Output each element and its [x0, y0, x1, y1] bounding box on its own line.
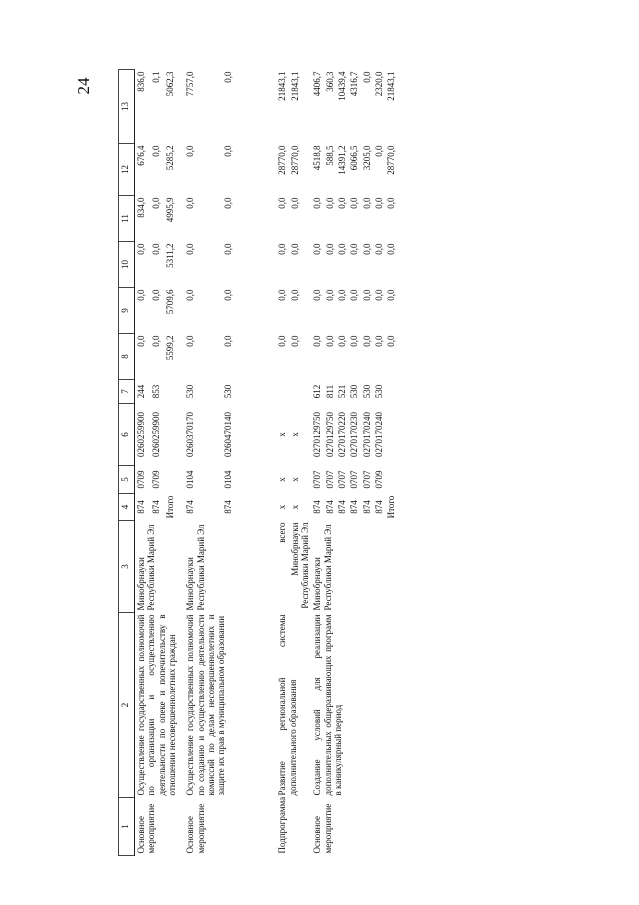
cell-v13: 360,3 — [324, 71, 335, 92]
cell-vr — [385, 380, 397, 404]
page-number: 24 — [74, 77, 93, 95]
section-type: Подпрограмма — [277, 796, 288, 854]
section-name: Осуществление государственных полномочий по организации и осуществлению деятельности по опеке и попечительству в отношении несовершеннолетних граждан — [136, 614, 178, 796]
cell-vr: 612 — [312, 384, 323, 399]
cell-grbs: Итого — [386, 495, 397, 519]
cell-grbs: x — [289, 504, 300, 510]
header-cell: 12 — [119, 144, 135, 196]
cell-rz — [385, 466, 397, 494]
cell-v8: 0,0 — [136, 335, 146, 347]
cell-v9: 0,0 — [312, 289, 323, 301]
cell-csr: 0260370170 — [185, 412, 196, 457]
cell-v9: 0,0 — [136, 289, 146, 301]
cell-v12: 28770,0 — [289, 145, 300, 175]
cell-csr: 0260470140 — [223, 412, 234, 457]
cell-v12: 676,4 — [136, 145, 146, 166]
cell-v13: 5062,3 — [164, 71, 175, 97]
header-cell: 3 — [119, 521, 135, 613]
cell-v11: 0,0 — [374, 197, 385, 209]
cell-v12: 588,5 — [324, 145, 335, 166]
cell-csr: 0270129750 — [324, 412, 335, 457]
cell-v8: 0,0 — [277, 335, 288, 347]
cell-v12: 14391,2 — [337, 145, 348, 175]
section-executor: Минобрнауки Республики Марий Эл — [185, 524, 206, 611]
cell-v9: 0,0 — [337, 289, 348, 301]
cell-grbs: 874 — [361, 500, 372, 514]
cell-rz: 0707 — [361, 470, 372, 489]
cell-vr: 853 — [150, 384, 161, 399]
cell-csr: 0270170240 — [361, 412, 372, 457]
cell-v8: 0,0 — [386, 335, 397, 347]
cell-rz: x — [289, 477, 300, 482]
cell-grbs: 874 — [185, 500, 196, 514]
cell-v11: 0,0 — [312, 197, 323, 209]
section-type: Основное мероприятие — [312, 803, 333, 854]
cell-rz: 0707 — [324, 470, 335, 489]
cell-v8: 0,0 — [324, 335, 335, 347]
cell-rz: 0709 — [150, 470, 161, 489]
cell-v12: 0,0 — [374, 145, 385, 157]
cell-vr — [164, 380, 178, 404]
header-cell: 2 — [119, 613, 135, 798]
cell-v11: 0,0 — [324, 197, 335, 209]
cell-grbs: 874 — [136, 500, 146, 514]
cell-v13: 4406,7 — [312, 71, 323, 97]
cell-v12: 5285,2 — [164, 145, 175, 171]
cell-v13: 21843,1 — [289, 71, 300, 101]
cell-v10: 0,0 — [312, 243, 323, 255]
cell-grbs: Итого — [164, 495, 175, 519]
cell-vr: 521 — [337, 384, 348, 399]
cell-v10: 0,0 — [277, 243, 288, 255]
cell-v8: 0,0 — [223, 335, 234, 347]
cell-grbs: 874 — [150, 500, 161, 514]
cell-v12: 0,0 — [150, 145, 161, 157]
cell-v8: 0,0 — [150, 335, 161, 347]
cell-v9: 0,0 — [289, 289, 300, 301]
cell-v11: 0,0 — [361, 197, 372, 209]
cell-v9: 0,0 — [223, 289, 234, 301]
cell-grbs: 874 — [324, 500, 335, 514]
cell-v13: 10439,4 — [337, 71, 348, 101]
section-name: Создание условий для реализации дополнительных общеразвивающих программ в каникулярный период — [312, 614, 344, 796]
budget-table — [118, 69, 398, 856]
header-cell: 11 — [119, 196, 135, 242]
cell-vr: 530 — [223, 384, 234, 399]
cell-v11: 0,0 — [185, 197, 196, 209]
cell-v9: 5709,6 — [164, 289, 175, 315]
cell-vr: 530 — [349, 384, 360, 399]
cell-v10: 0,0 — [185, 243, 196, 255]
cell-v10: 0,0 — [361, 243, 372, 255]
cell-vr — [289, 380, 312, 404]
cell-csr: 0270170230 — [349, 412, 360, 457]
section-executor: Минобрнауки Республики Марий Эл — [136, 524, 157, 611]
cell-csr: 0260259900 — [136, 412, 146, 457]
cell-v10: 0,0 — [223, 243, 234, 255]
cell-v12: 4518,8 — [312, 145, 323, 171]
cell-grbs: 874 — [223, 500, 234, 514]
header-cell: 8 — [119, 334, 135, 380]
cell-rz: 0707 — [312, 470, 323, 489]
cell-v13: 0,0 — [223, 71, 234, 83]
cell-rz: 0707 — [337, 470, 348, 489]
cell-v10: 0,0 — [150, 243, 161, 255]
cell-v13: 21843,1 — [386, 71, 397, 101]
cell-v13: 0,1 — [150, 71, 161, 83]
cell-grbs: x — [277, 504, 288, 510]
section-name: Осуществление государственных полномочий по созданию и осуществлению деятельности комиссий по делам несовершеннолетних и защите их прав в муниципальном образовании — [185, 614, 227, 796]
cell-vr: 244 — [136, 384, 146, 399]
header-cell: 10 — [119, 242, 135, 288]
cell-v11: 0,0 — [289, 197, 300, 209]
cell-csr — [385, 404, 397, 466]
rotated-page — [118, 70, 528, 856]
cell-v9: 0,0 — [185, 289, 196, 301]
cell-v8: 0,0 — [349, 335, 360, 347]
cell-v11: 4995,9 — [164, 197, 175, 223]
cell-v13: 836,0 — [136, 71, 146, 92]
cell-v10: 0,0 — [289, 243, 300, 255]
cell-v9: 0,0 — [361, 289, 372, 301]
cell-v12: 28770,0 — [277, 145, 288, 175]
cell-vr — [276, 380, 288, 404]
cell-v12: 28770,0 — [386, 145, 397, 175]
header-row — [119, 70, 135, 856]
cell-v9: 0,0 — [386, 289, 397, 301]
cell-v13: 2320,0 — [374, 71, 385, 97]
cell-vr: 530 — [374, 384, 385, 399]
cell-v12: 3205,0 — [361, 145, 372, 171]
cell-v8: 0,0 — [337, 335, 348, 347]
cell-v13: 7757,0 — [185, 71, 196, 97]
cell-rz — [164, 466, 178, 494]
cell-grbs: 874 — [349, 500, 360, 514]
section-executor: Минобрнауки Республики Марий Эл — [289, 522, 311, 609]
cell-grbs: 874 — [374, 500, 385, 514]
cell-v10: 0,0 — [386, 243, 397, 255]
cell-v12: 6066,5 — [349, 145, 360, 171]
cell-v8: 0,0 — [185, 335, 196, 347]
cell-rz: 0709 — [374, 470, 385, 489]
cell-v13: 0,0 — [361, 71, 372, 83]
cell-v9: 0,0 — [324, 289, 335, 301]
header-cell: 13 — [119, 70, 135, 144]
cell-v11: 0,0 — [223, 197, 234, 209]
cell-v10: 0,0 — [136, 243, 146, 255]
section-name: Развитие региональной системы дополнительного образования — [277, 614, 298, 796]
table-row — [276, 70, 288, 856]
cell-v9: 0,0 — [349, 289, 360, 301]
cell-rz: x — [277, 477, 288, 482]
cell-v11: 0,0 — [349, 197, 360, 209]
cell-rz: 0707 — [349, 470, 360, 489]
section-executor: Минобрнауки Республики Марий Эл — [312, 524, 333, 611]
cell-v11: 0,0 — [386, 197, 397, 209]
cell-v8: 5599,2 — [164, 335, 175, 361]
header-cell: 5 — [119, 466, 135, 494]
cell-v11: 0,0 — [337, 197, 348, 209]
cell-v8: 0,0 — [312, 335, 323, 347]
cell-csr — [164, 404, 178, 466]
cell-v8: 0,0 — [374, 335, 385, 347]
cell-csr: 0270170220 — [337, 412, 348, 457]
header-cell: 1 — [119, 798, 135, 856]
cell-rz: 0104 — [185, 470, 196, 489]
section-executor-total: всего — [277, 522, 288, 543]
cell-v10: 0,0 — [349, 243, 360, 255]
cell-rz: 0104 — [223, 470, 234, 489]
cell-v12: 0,0 — [223, 145, 234, 157]
cell-v13: 4316,7 — [349, 71, 360, 97]
cell-v11: 0,0 — [277, 197, 288, 209]
table-row — [311, 70, 323, 856]
cell-csr: 0260259900 — [150, 412, 161, 457]
table-row — [184, 70, 222, 856]
cell-v8: 0,0 — [361, 335, 372, 347]
section-type: Основное мероприятие — [185, 803, 206, 854]
cell-v11: 0,0 — [150, 197, 161, 209]
cell-v12: 0,0 — [185, 145, 196, 157]
cell-v10: 0,0 — [374, 243, 385, 255]
cell-rz: 0709 — [136, 470, 146, 489]
cell-csr: 0270129750 — [312, 412, 323, 457]
section-type: Основное мероприятие — [136, 803, 157, 854]
cell-v11: 834,0 — [136, 197, 146, 218]
cell-v9: 0,0 — [277, 289, 288, 301]
cell-vr: 530 — [361, 384, 372, 399]
cell-v10: 0,0 — [324, 243, 335, 255]
header-cell: 7 — [119, 380, 135, 404]
cell-vr: 530 — [185, 384, 196, 399]
cell-vr: 811 — [324, 384, 335, 399]
cell-v8: 0,0 — [289, 335, 300, 347]
cell-csr: x — [289, 432, 300, 437]
cell-v10: 5311,2 — [164, 243, 175, 268]
cell-v13: 21843,1 — [277, 71, 288, 101]
header-cell: 9 — [119, 288, 135, 334]
cell-csr: x — [277, 432, 288, 437]
cell-grbs: 874 — [312, 500, 323, 514]
cell-v9: 0,0 — [150, 289, 161, 301]
cell-v10: 0,0 — [337, 243, 348, 255]
cell-grbs: 874 — [337, 500, 348, 514]
header-cell: 6 — [119, 404, 135, 466]
header-cell: 4 — [119, 494, 135, 521]
cell-v9: 0,0 — [374, 289, 385, 301]
cell-csr: 0270170240 — [374, 412, 385, 457]
table-row — [135, 70, 150, 856]
